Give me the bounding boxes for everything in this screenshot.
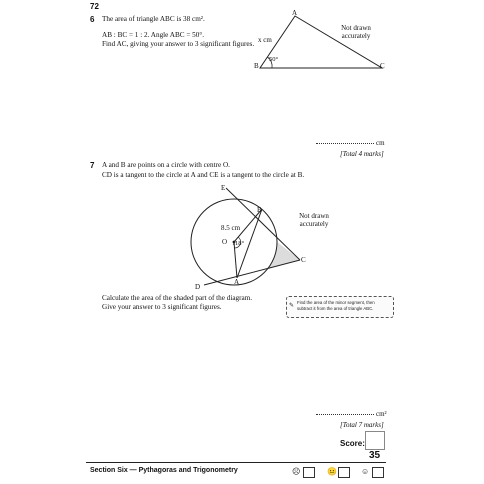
sad-checkbox[interactable]: [303, 467, 315, 478]
q6-label-b: B: [254, 62, 259, 70]
q7-label-o: O: [222, 238, 228, 246]
q7-label-b: B: [257, 206, 262, 214]
hint-text: Find the area of the minor segment, then subtract it from the area of triangle ABC.: [297, 300, 375, 311]
q6-line-3: Find AC, giving your answer to 3 significant figures.: [102, 40, 255, 48]
score-total: 35: [369, 450, 381, 461]
question-6-number: 6: [90, 15, 95, 24]
neutral-checkbox[interactable]: [338, 467, 350, 478]
q6-line-2: AB : BC = 1 : 2. Angle ABC = 50°.: [102, 31, 205, 39]
q6-not-drawn-note: Not drawn accurately: [341, 24, 371, 40]
section-footer: Section Six — Pythagoras and Trigonometry: [90, 467, 238, 474]
q7-label-a: A: [234, 278, 240, 286]
score-label: Score:: [340, 439, 365, 448]
q7-instruction-1: Calculate the area of the shaded part of the diagram.: [102, 294, 253, 302]
q7-line-2: CD is a tangent to the circle at A and CE is a tangent to the circle at B.: [102, 171, 305, 179]
question-7-number: 7: [90, 161, 95, 170]
q6-side-label: x cm: [258, 36, 272, 44]
q6-answer-line: cm: [316, 139, 385, 147]
q6-triangle-diagram: [240, 10, 400, 80]
q6-label-c: C: [380, 62, 385, 70]
q6-answer-dots[interactable]: [316, 143, 374, 144]
q7-circle-diagram: [180, 180, 310, 290]
q7-radius-label: 8.5 cm: [221, 224, 241, 232]
q7-instruction-2: Give your answer to 3 significant figures.: [102, 303, 222, 311]
hint-icon: ✎: [289, 303, 295, 309]
q6-total-marks: [Total 4 marks]: [340, 150, 384, 158]
happy-checkbox[interactable]: [372, 467, 384, 478]
q7-label-e: E: [221, 184, 226, 192]
q7-answer-line: cm²: [316, 410, 387, 418]
q7-label-d: D: [195, 283, 201, 291]
q7-not-drawn-note: Not drawn accurately: [299, 212, 329, 228]
footer-rule: [86, 462, 386, 463]
q6-angle-label: 50°: [269, 56, 279, 63]
sad-face-icon: ☹: [292, 467, 301, 476]
score-box[interactable]: [365, 431, 385, 450]
neutral-face-icon: 😐: [327, 467, 337, 476]
q6-line-1: The area of triangle ABC is 38 cm².: [102, 15, 205, 23]
q7-line-1: A and B are points on a circle with centre O.: [102, 161, 230, 169]
happy-face-icon: ☺: [361, 467, 370, 476]
q7-label-c: C: [301, 256, 306, 264]
q6-label-a: A: [292, 9, 298, 17]
q7-answer-dots[interactable]: [316, 414, 374, 415]
q7-total-marks: [Total 7 marks]: [340, 421, 384, 429]
page-number: 72: [90, 2, 99, 11]
q7-angle-label: 118°: [232, 240, 245, 247]
hint-box: [286, 296, 394, 318]
